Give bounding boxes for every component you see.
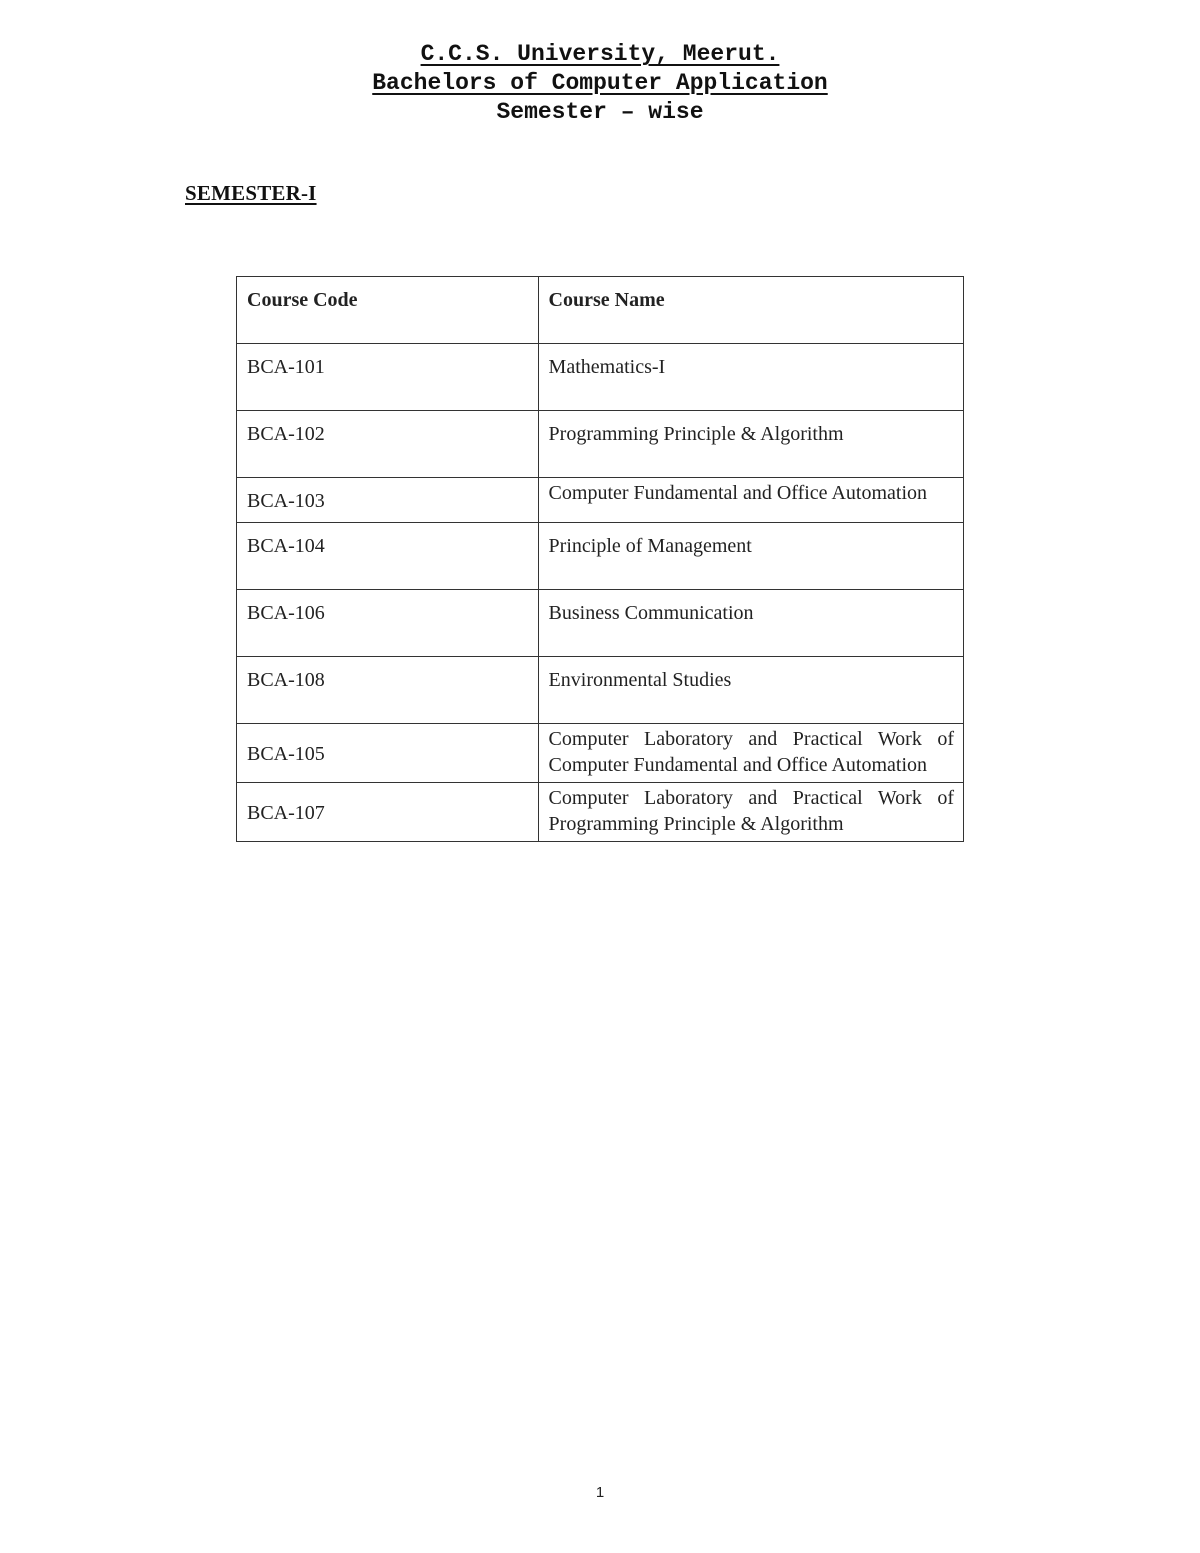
- course-name-cell: Computer Laboratory and Practical Work of Programming Principle & Algorithm: [538, 783, 963, 842]
- page-number: 1: [595, 1484, 605, 1501]
- course-code-cell: BCA-103: [237, 478, 539, 523]
- table-row: [237, 478, 964, 523]
- table-row: [237, 344, 964, 411]
- program-name: Bachelors of Computer Application: [372, 70, 828, 96]
- course-name-cell: Principle of Management: [538, 523, 963, 590]
- table-row: [237, 783, 964, 842]
- table-row: [237, 523, 964, 590]
- semester-title: SEMESTER-I: [185, 181, 317, 205]
- table-row: [237, 590, 964, 657]
- course-name-header: Course Name: [538, 277, 963, 344]
- course-name-cell: Business Communication: [538, 590, 963, 657]
- course-name-cell: Programming Principle & Algorithm: [538, 411, 963, 478]
- university-name: C.C.S. University, Meerut.: [420, 41, 780, 67]
- course-code-header: Course Code: [237, 277, 539, 344]
- course-code-cell: BCA-105: [237, 724, 539, 783]
- course-table: [236, 276, 964, 842]
- table-row: [237, 411, 964, 478]
- course-code-cell: BCA-101: [237, 344, 539, 411]
- course-code-cell: BCA-104: [237, 523, 539, 590]
- course-name-cell: Mathematics-I: [538, 344, 963, 411]
- table-row: [237, 657, 964, 724]
- course-code-cell: BCA-102: [237, 411, 539, 478]
- scheme-subtitle: Semester – wise: [496, 99, 704, 125]
- table-header-row: [237, 277, 964, 344]
- course-code-cell: BCA-106: [237, 590, 539, 657]
- course-name-cell: Computer Fundamental and Office Automation: [538, 478, 963, 523]
- document-header: [0, 40, 1200, 127]
- course-code-cell: BCA-107: [237, 783, 539, 842]
- table-row: [237, 724, 964, 783]
- course-name-cell: Environmental Studies: [538, 657, 963, 724]
- course-name-cell: Computer Laboratory and Practical Work of Computer Fundamental and Office Automation: [538, 724, 963, 783]
- course-code-cell: BCA-108: [237, 657, 539, 724]
